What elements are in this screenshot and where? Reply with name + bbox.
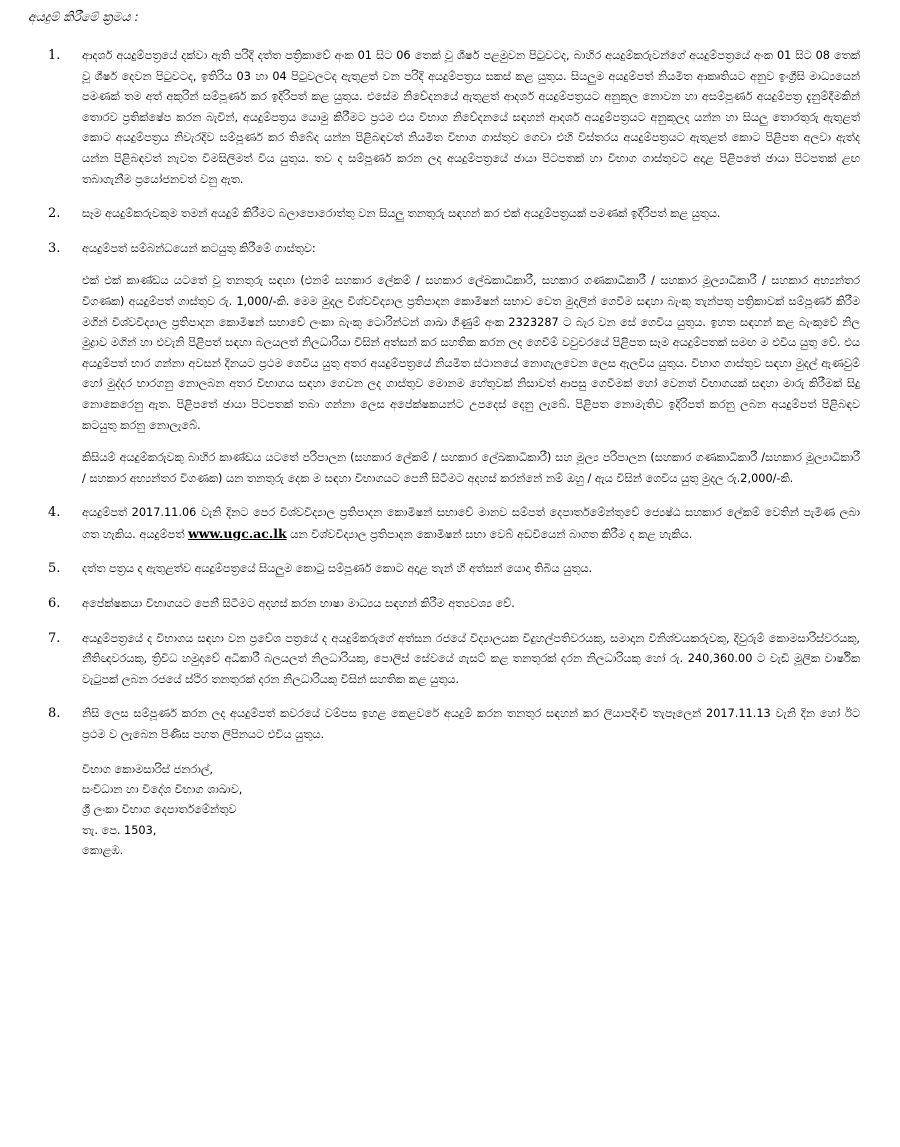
clause-number: 4. <box>48 505 61 521</box>
clause-2 <box>28 204 860 225</box>
postal-address <box>82 760 860 861</box>
clause-number: 8. <box>48 706 61 722</box>
clause-number: 5. <box>48 561 61 577</box>
clause-number: 6. <box>48 596 61 612</box>
clause-text: අපේක්ෂකයා විභාගයට පෙනී සිටීමට අදහස් කරන භාෂා මාධ්‍යය සඳහන් කිරීම අත්‍යවශ්‍ය වේ. <box>82 597 515 611</box>
address-line: විභාග කොමසාරිස් ජනරාල්, <box>82 762 214 776</box>
address-line: කොළඹ. <box>82 843 124 857</box>
clause-number: 2. <box>48 206 61 222</box>
address-line: තැ. පෙ. 1503, <box>82 823 157 837</box>
clause-8 <box>28 704 860 745</box>
website-link[interactable]: www.ugc.ac.lk <box>188 525 287 541</box>
clause-6 <box>28 594 860 615</box>
clause-number: 7. <box>48 630 61 646</box>
clause-text: එක් එක් කාණ්ඩය යටතේ වූ තනතුරු සඳහා (එනම් සහකාර ලේකම් / සහකාර ලේඛකාධිකාරී, සහකාර ගණකාධිකාරී / සහකාර මූල්‍යාධිකාරී / සහකාර අභ්‍යන්තර විගණක) අයදුම්පත් ගාස්තුව රු. 1,000/-කි. මෙම මුදල විශ්වවිද්‍යාල ප්‍රතිපාදන කොමිෂන් සභාව වෙත මුදලින් ගෙවීම සඳහා බැංකු තැන්පතු පත්‍රිකාවක් සම්පූර්ණ කිරීම මගින් විශ්වවිද්‍යාල ප්‍රතිපාදන කොමිෂන් සභාවේ ලංකා බැංකු ටොරින්ටන් ශාඛා ගිණුම් අංක 2323287 ට බැර වන සේ ගෙවිය යුතුය. ඉහත සඳහන් කළ බැංකුවේ නිල මුද්‍රාව මගින් හා එවැනි පිළිපත් සඳහා බලයලත් නිලධාරියා විසින් අත්සන් කර සහතික කරන ලද ගෙවීම් වවුචරයේ පිළිපත සෑම අයදුම්පතක් සමඟ ම එවිය යුතු වේ. එය අයදුම්පත් භාර ගන්නා අවසන් දිනයට ප්‍රථම ගෙවිය යුතු අතර අයදුම්පත්‍රයේ නියමිත ස්ථානයේ නොගැලවෙන ලෙස ඇලවිය යුතුය. විභාග ගාස්තුව සඳහා මුදල් ඇණවුම් හෝ මුද්දර භාරගනු නොලබන අතර විභාගය සඳහා ගෙවන ලද ගාස්තුව මොනම හේතුවක් නිසාවත් ආපසු ගෙවීමක් හෝ වෙනත් විභාගයක් සඳහා මාරු කිරීමක් සිදු නොකෙරෙනු ඇත. පිළිපතේ ඡායා පිටපතක් තබා ගන්නා ලෙස අපේක්ෂකයන්ට උපදෙස් දෙනු ලැබේ. පිළිපත නොමැතිව ඉදිරිපත් කරනු ලබන අයදුම්පත් පිළිබඳව කටයුතු කරනු නොලැබේ. <box>82 274 860 432</box>
clause-number: 1. <box>48 48 61 63</box>
clause-4 <box>28 503 860 545</box>
clause-5 <box>28 559 860 580</box>
address-line: ශ්‍රී ලංකා විභාග දෙපාර්තමේන්තුව <box>82 803 237 817</box>
clause-1 <box>28 46 860 190</box>
address-line: සංවිධාන හා විදේශ විභාග ශාඛාව, <box>82 782 243 796</box>
clause-subheading: අයදුම්පත් සම්බන්ධයෙන් කටයුතු කිරීමේ ගාස්තුව: <box>82 241 316 255</box>
clause-7 <box>28 629 860 691</box>
clause-text: කිසියම් අයදුම්කරුවකු බාහිර කාණ්ඩය යටතේ පරිපාලන (සහකාර ලේකම් / සහකාර ලේඛකාධිකාරී) සහ මූල්‍ය පරිපාලන (සහකාර ගණකාධිකාරී /සහකාර මූල්‍යාධිකාරී / සහකාර අභ්‍යන්තර විගණක) යන තනතුරු දෙක ම සඳහා විභාගයට පෙනී සිටීමට අදහස් කරන්නේ නම් ඔහු / ඇය විසින් ගෙවිය යුතු මුදල රු.2,000/-කි. <box>82 451 860 485</box>
instruction-list <box>28 46 860 746</box>
clause-text: ආදර්ශ අයදුම්පත්‍රයේ දක්වා ඇති පරිදි දත්ත පත්‍රිකාවේ අංක 01 සිට 06 තෙක් වූ ශීර්ෂ පළමුවන පිටුවටද, බාහිර අයදුම්කරුවන්ගේ අයදුම්පත්‍රයේ අංක 01 සිට 08 තෙක් වූ ශීර්ෂ දෙවන පිටුවටද, ඉතිරිය 03 හා 04 පිටුවලටද ඇතුළත් වන පරිදි අයදුම්පත්‍රය සකස් කළ යුතුය. සියලුම අයදුම්පත් නියමිත ආකෘතියට අනුව ඉංග්‍රීසි මාධ්‍යයෙන් පමණක් තම අත් අකුරින් සම්පූර්ණ කර ඉදිරිපත් කළ යුතුය. එසේම නිවේදනයේ ඇතුළත් ආදර්ශ අයදුම්පත්‍රයට අනුකූල නොවන හා අසම්පූර්ණ අයදුම්පත්‍ර දැනුම්දීමකින් තොරව ප්‍රතික්ෂේප කරන බැවින්, අයදුම්පත්‍රය යොමු කිරීමට ප්‍රථම එය විභාග නිවේදනයේ සඳහන් ආදර්ශ අයදුම්පත්‍රයට අනුකූලද යන්න හා සියලු තොරතුරු ඇතුළත් කොට අයදුම්පත්‍රය නිවැරදිව සම්පූර්ණ කර තිබේද යන්න පිළිබඳවත් නියමිත විභාග ගාස්තුව ගෙවා එහි විස්තරය අයදුම්පත්‍රයට ඇතුළත් කොට පිළිපත අලවා ඇත්ද යන්න පිළිබඳවත් නැවත විමසිලිමත් විය යුතුය. තව ද සම්පූර්ණ කරන ලද අයදුම්පත්‍රයේ ඡායා පිටපතක් හා විභාග ගාස්තුවට අදාළ පිළිපතේ ඡායා පිටපතක් ළඟ තබාගැනීම ප්‍රයෝජනවත් වනු ඇත. <box>82 49 860 186</box>
clause-text: සෑම අයදුම්කරුවකුම තමන් අයදුම් කිරීමට බලාපොරොත්තු වන සියලු තනතුරු සඳහන් කර එක් අයදුම්පත්‍රයක් පමණක් ඉදිරිපත් කළ යුතුය. <box>82 207 721 221</box>
section-heading: අයදුම් කිරීමේ ක්‍රමය : <box>28 9 139 24</box>
clause-number: 3. <box>48 240 61 256</box>
clause-text: දත්ත පත්‍රය ද ඇතුළත්ව අයදුම්පත්‍රයේ සියලුම කොටු සම්පූර්ණ කොට අදාළ තැන් හි අත්සන් යොදා තිබිය යුතුය. <box>82 562 593 576</box>
clause-text: නිසි ලෙස සම්පූර්ණ කරන ලද අයදුම්පත් කවරයේ වම්පස ඉහළ කෙළවරේ අයදුම් කරන තනතුර සඳහන් කර ලියාපදිංචි තැපෑලෙන් 2017.11.13 වැනි දින හෝ ඊට ප්‍රථම ව ලැබෙන පිණිස පහත ලිපිනයට එවිය යුතුය. <box>82 707 860 742</box>
clause-3 <box>28 239 860 490</box>
clause-text: අයදුම්පත් 2017.11.06 වැනි දිනට පෙර විශ්වවිද්‍යාල ප්‍රතිපාදන කොමිෂන් සභාවේ මානව සම්පත් දෙපාර්තමේන්තුවේ ජ්‍යෙෂ්ඨ සහකාර ලේකම් වෙතින් පැමිණ ලබා ගත හැකිය. අයදුම්පත් www.ugc.ac.lk යන විශ්වවිද්‍යාල ප්‍රතිපාදන කොමිෂන් සභා වෙබ් අඩවියෙන් බාගත කිරීම ද කළ හැකිය. <box>82 506 860 541</box>
clause-text: අයදුම්පත්‍රයේ ද විභාගය සඳහා වන ප්‍රවේශ පත්‍රයේ ද අයදුම්කරුගේ අත්සන රජයේ විද්‍යාලයක විදුහල්පතිවරයකු, සමාදාන විනිශ්චයකරුවකු, දිවුරුම් කොමසාරිස්වරයකු, නීතිඥවරයකු, ත්‍රිවිධ හමුදාවේ අධිකාරී බලයලත් නිලධාරියකු, පොලිස් සේවයේ ගැසට් කළ තනතුරක් දරන නිලධාරියකු හෝ රු. 240,360.00 ට වැඩි මූලික වාර්ෂික වැටුපක් ලබන රජයේ ස්ථිර තනතුරක් දරන නිලධාරියකු විසින් සහතික කළ යුතුය. <box>82 631 861 686</box>
